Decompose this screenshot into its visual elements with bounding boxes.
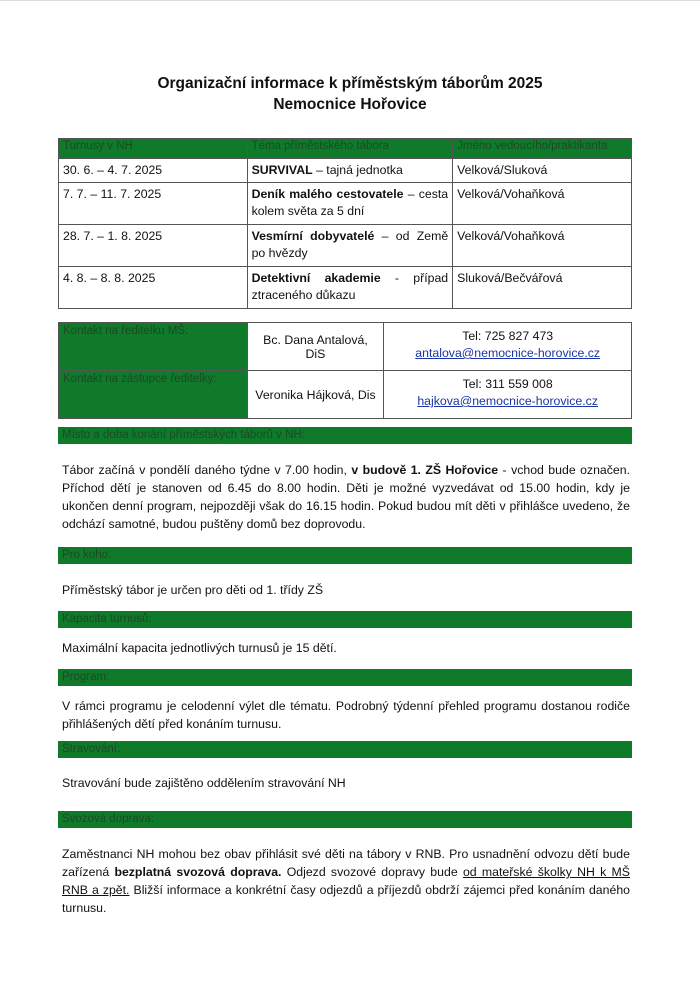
contact-label: Kontakt na zástupce ředitelky: bbox=[59, 371, 248, 419]
contact-email-link[interactable]: antalova@nemocnice-horovice.cz bbox=[415, 346, 601, 360]
row-theme: Deník malého cestovatele – cesta kolem světa za 5 dní bbox=[247, 183, 453, 225]
contact-details bbox=[384, 371, 632, 419]
row-theme: Vesmírní dobyvatelé – od Země po hvězdy bbox=[247, 225, 453, 267]
table-row bbox=[59, 225, 632, 267]
row-date: 4. 8. – 8. 8. 2025 bbox=[59, 267, 248, 309]
page-title: Organizační informace k příměstským táborům 2025 bbox=[157, 75, 543, 92]
header-turnusy: Turnusy v NH bbox=[59, 139, 248, 159]
contact-details bbox=[384, 323, 632, 371]
table-row bbox=[59, 267, 632, 309]
contact-name: Veronika Hájková, Dis bbox=[247, 371, 384, 419]
section-text-stravovani: Stravování bude zajištěno oddělením stravování NH bbox=[62, 776, 346, 790]
section-text-doprava: Zaměstnanci NH mohou bez obav přihlásit své děti na tábory v RNB. Pro usnadnění odvozu dětí bude zařízená bezplatná svozová doprava. Odjezd svozové dopravy bude od mateřské školky NH k MŠ RNB a zpět. Bližší informace a konkrétní časy odjezdů a příjezdů obdrží zájemci před konáním daného turnusu. bbox=[62, 847, 630, 915]
row-leader: Velková/Sluková bbox=[453, 159, 632, 183]
header-vedouci: Jméno vedoucího/praktikanta bbox=[453, 139, 632, 159]
section-text-kapacita: Maximální kapacita jednotlivých turnusů je 15 dětí. bbox=[62, 641, 337, 655]
section-heading-kapacita: Kapacita turnusů: bbox=[58, 611, 632, 628]
contact-row bbox=[59, 371, 632, 419]
table-row bbox=[59, 183, 632, 225]
section-text-misto: Tábor začíná v pondělí daného týdne v 7.00 hodin, v budově 1. ZŠ Hořovice - vchod bude označen. Příchod dětí je stanoven od 6.45 do 8.00 hodin. Děti je možné vyzvedávat od 15.00 hodin, kdy je ukončen denní program, nejpozději však do 16.15 hodin. Pokud budou mít děti v přihlášce uvedeno, že odchází samotné, budou puštěny domů bez doprovodu. bbox=[62, 463, 630, 531]
row-leader: Velková/Vohaňková bbox=[453, 225, 632, 267]
turnusy-table bbox=[58, 138, 632, 309]
row-date: 30. 6. – 4. 7. 2025 bbox=[59, 159, 248, 183]
section-heading-doprava: Svozová doprava: bbox=[58, 811, 632, 828]
contact-email-link[interactable]: hajkova@nemocnice-horovice.cz bbox=[417, 394, 598, 408]
section-text-pro-koho: Příměstský tábor je určen pro děti od 1. třídy ZŠ bbox=[62, 583, 324, 597]
contact-label: Kontakt na ředitelku MŠ: bbox=[59, 323, 248, 371]
contact-name: Bc. Dana Antalová, DiS bbox=[247, 323, 384, 371]
page-edge bbox=[0, 0, 700, 1]
row-theme: Detektivní akademie - případ ztraceného důkazu bbox=[247, 267, 453, 309]
header-tema: Téma příměstského tábora bbox=[247, 139, 453, 159]
section-heading-misto: Místo a doba konání příměstských táborů v NH: bbox=[58, 427, 632, 444]
row-theme: SURVIVAL – tajná jednotka bbox=[247, 159, 453, 183]
section-heading-pro-koho: Pro koho: bbox=[58, 547, 632, 564]
section-heading-stravovani: Stravování: bbox=[58, 741, 632, 758]
contact-row bbox=[59, 323, 632, 371]
row-date: 28. 7. – 1. 8. 2025 bbox=[59, 225, 248, 267]
row-date: 7. 7. – 11. 7. 2025 bbox=[59, 183, 248, 225]
contact-table bbox=[58, 322, 632, 419]
page-subtitle: Nemocnice Hořovice bbox=[273, 96, 427, 113]
contact-phone: Tel: 311 559 008 bbox=[462, 377, 553, 391]
contact-phone: Tel: 725 827 473 bbox=[462, 329, 554, 343]
row-leader: Velková/Vohaňková bbox=[453, 183, 632, 225]
section-heading-program: Program: bbox=[58, 669, 632, 686]
row-leader: Sluková/Bečvářová bbox=[453, 267, 632, 309]
table-row bbox=[59, 159, 632, 183]
section-text-program: V rámci programu je celodenní výlet dle tématu. Podrobný týdenní přehled programu dostanou rodiče přihlášených dětí před konáním turnusu. bbox=[62, 699, 630, 731]
